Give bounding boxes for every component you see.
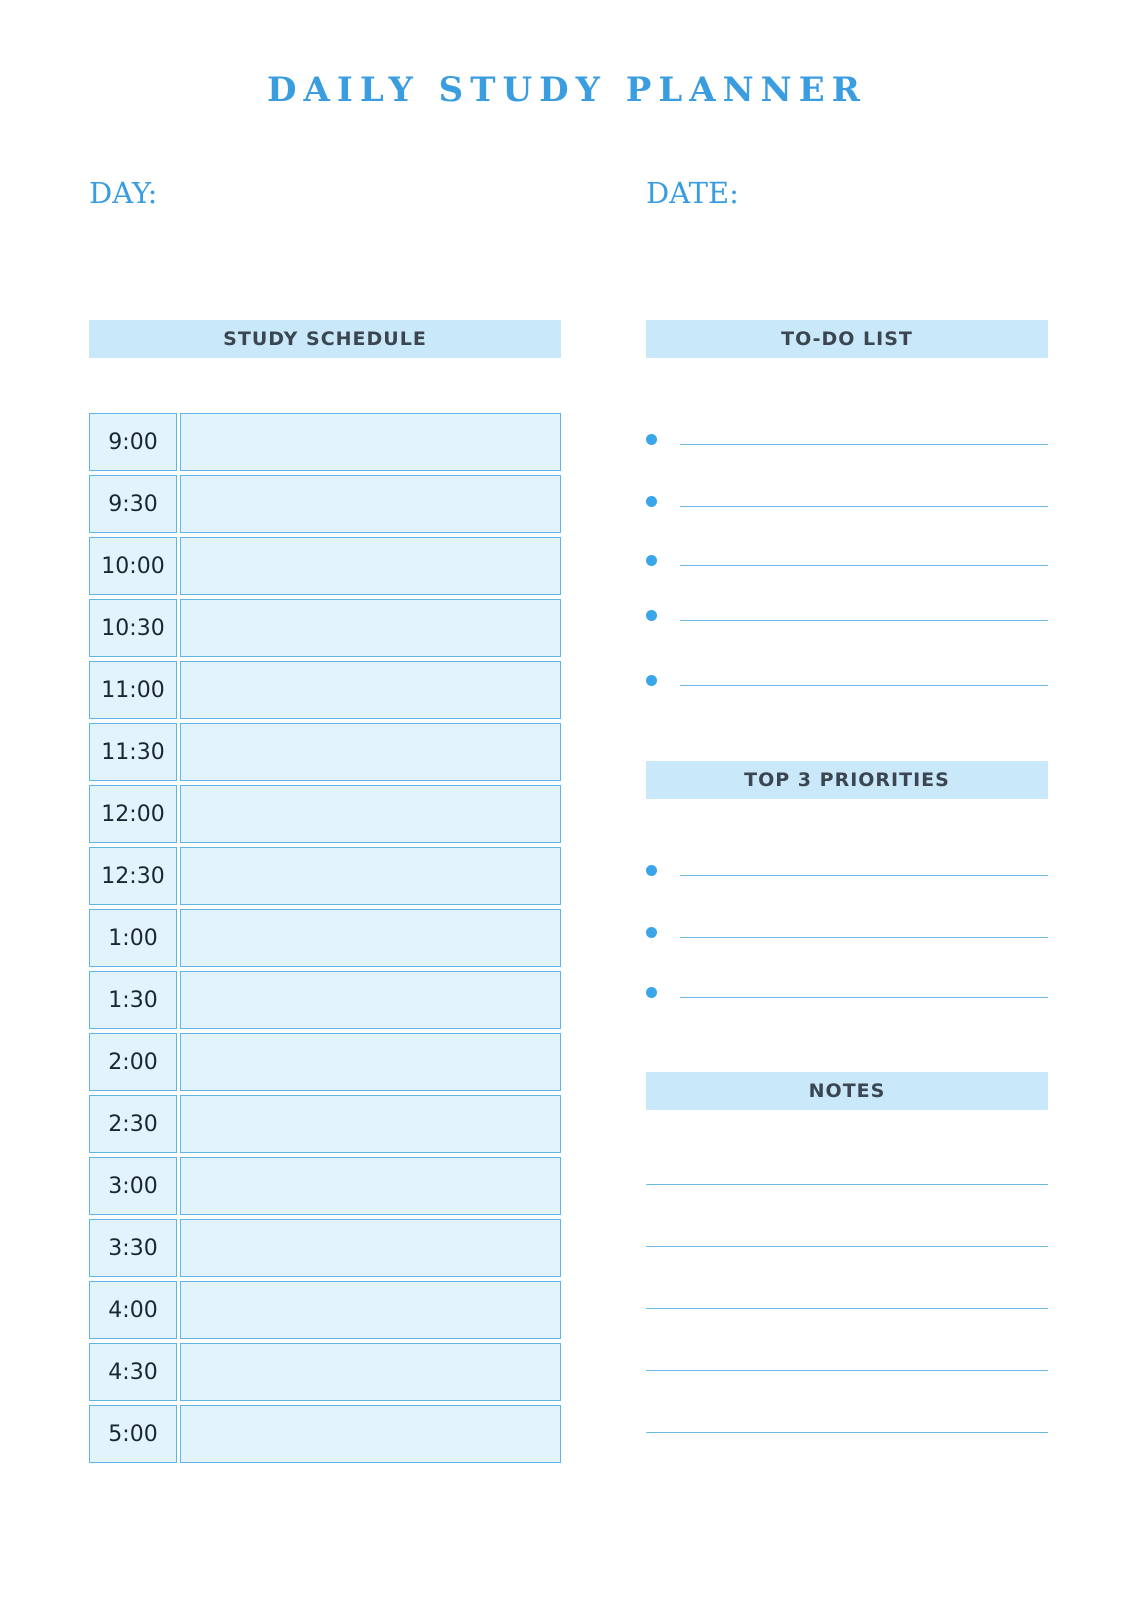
schedule-time: 3:00 — [89, 1157, 177, 1215]
schedule-entry-field[interactable] — [180, 475, 561, 533]
study-schedule — [89, 413, 561, 1467]
schedule-row — [89, 1405, 561, 1463]
bullet-icon — [646, 610, 657, 621]
schedule-row — [89, 723, 561, 781]
todo-list-header: TO-DO LIST — [646, 320, 1048, 358]
priority-write-line[interactable] — [680, 937, 1048, 938]
schedule-entry-field[interactable] — [180, 661, 561, 719]
date-label: DATE: — [646, 176, 739, 210]
schedule-time: 2:00 — [89, 1033, 177, 1091]
schedule-entry-field[interactable] — [180, 1405, 561, 1463]
schedule-row — [89, 1157, 561, 1215]
bullet-icon — [646, 987, 657, 998]
top-priorities-header: TOP 3 PRIORITIES — [646, 761, 1048, 799]
schedule-entry-field[interactable] — [180, 413, 561, 471]
bullet-icon — [646, 927, 657, 938]
todo-item — [646, 492, 1048, 512]
bullet-icon — [646, 865, 657, 876]
schedule-entry-field[interactable] — [180, 1157, 561, 1215]
schedule-entry-field[interactable] — [180, 1095, 561, 1153]
schedule-entry-field[interactable] — [180, 785, 561, 843]
priority-item — [646, 923, 1048, 943]
notes-write-line[interactable] — [646, 1370, 1048, 1371]
priority-write-line[interactable] — [680, 997, 1048, 998]
schedule-time: 11:00 — [89, 661, 177, 719]
schedule-row — [89, 599, 561, 657]
schedule-row — [89, 413, 561, 471]
todo-write-line[interactable] — [680, 620, 1048, 621]
schedule-row — [89, 1343, 561, 1401]
schedule-time: 12:30 — [89, 847, 177, 905]
schedule-entry-field[interactable] — [180, 1219, 561, 1277]
schedule-entry-field[interactable] — [180, 1343, 561, 1401]
schedule-time: 4:00 — [89, 1281, 177, 1339]
todo-write-line[interactable] — [680, 565, 1048, 566]
priority-item — [646, 861, 1048, 881]
todo-item — [646, 671, 1048, 691]
schedule-entry-field[interactable] — [180, 1033, 561, 1091]
schedule-time: 3:30 — [89, 1219, 177, 1277]
bullet-icon — [646, 555, 657, 566]
schedule-time: 10:00 — [89, 537, 177, 595]
todo-item — [646, 551, 1048, 571]
schedule-row — [89, 661, 561, 719]
schedule-row — [89, 1281, 561, 1339]
schedule-row — [89, 475, 561, 533]
todo-item — [646, 430, 1048, 450]
schedule-time: 9:30 — [89, 475, 177, 533]
schedule-row — [89, 1095, 561, 1153]
todo-write-line[interactable] — [680, 685, 1048, 686]
schedule-entry-field[interactable] — [180, 909, 561, 967]
schedule-row — [89, 1033, 561, 1091]
todo-write-line[interactable] — [680, 506, 1048, 507]
notes-write-line[interactable] — [646, 1246, 1048, 1247]
schedule-time: 4:30 — [89, 1343, 177, 1401]
notes-write-line[interactable] — [646, 1184, 1048, 1185]
todo-write-line[interactable] — [680, 444, 1048, 445]
bullet-icon — [646, 434, 657, 445]
schedule-entry-field[interactable] — [180, 599, 561, 657]
schedule-row — [89, 909, 561, 967]
schedule-entry-field[interactable] — [180, 971, 561, 1029]
schedule-time: 1:00 — [89, 909, 177, 967]
schedule-time: 10:30 — [89, 599, 177, 657]
schedule-row — [89, 1219, 561, 1277]
day-label: DAY: — [89, 176, 158, 210]
notes-header: NOTES — [646, 1072, 1048, 1110]
schedule-time: 11:30 — [89, 723, 177, 781]
schedule-time: 2:30 — [89, 1095, 177, 1153]
schedule-row — [89, 785, 561, 843]
priority-write-line[interactable] — [680, 875, 1048, 876]
schedule-time: 9:00 — [89, 413, 177, 471]
schedule-time: 1:30 — [89, 971, 177, 1029]
schedule-time: 12:00 — [89, 785, 177, 843]
todo-item — [646, 606, 1048, 626]
study-schedule-header: STUDY SCHEDULE — [89, 320, 561, 358]
notes-write-line[interactable] — [646, 1432, 1048, 1433]
bullet-icon — [646, 675, 657, 686]
schedule-entry-field[interactable] — [180, 537, 561, 595]
notes-write-line[interactable] — [646, 1308, 1048, 1309]
priority-item — [646, 983, 1048, 1003]
page-title: DAILY STUDY PLANNER — [267, 70, 867, 110]
schedule-row — [89, 847, 561, 905]
schedule-entry-field[interactable] — [180, 723, 561, 781]
schedule-row — [89, 971, 561, 1029]
schedule-entry-field[interactable] — [180, 1281, 561, 1339]
schedule-entry-field[interactable] — [180, 847, 561, 905]
schedule-time: 5:00 — [89, 1405, 177, 1463]
schedule-row — [89, 537, 561, 595]
bullet-icon — [646, 496, 657, 507]
